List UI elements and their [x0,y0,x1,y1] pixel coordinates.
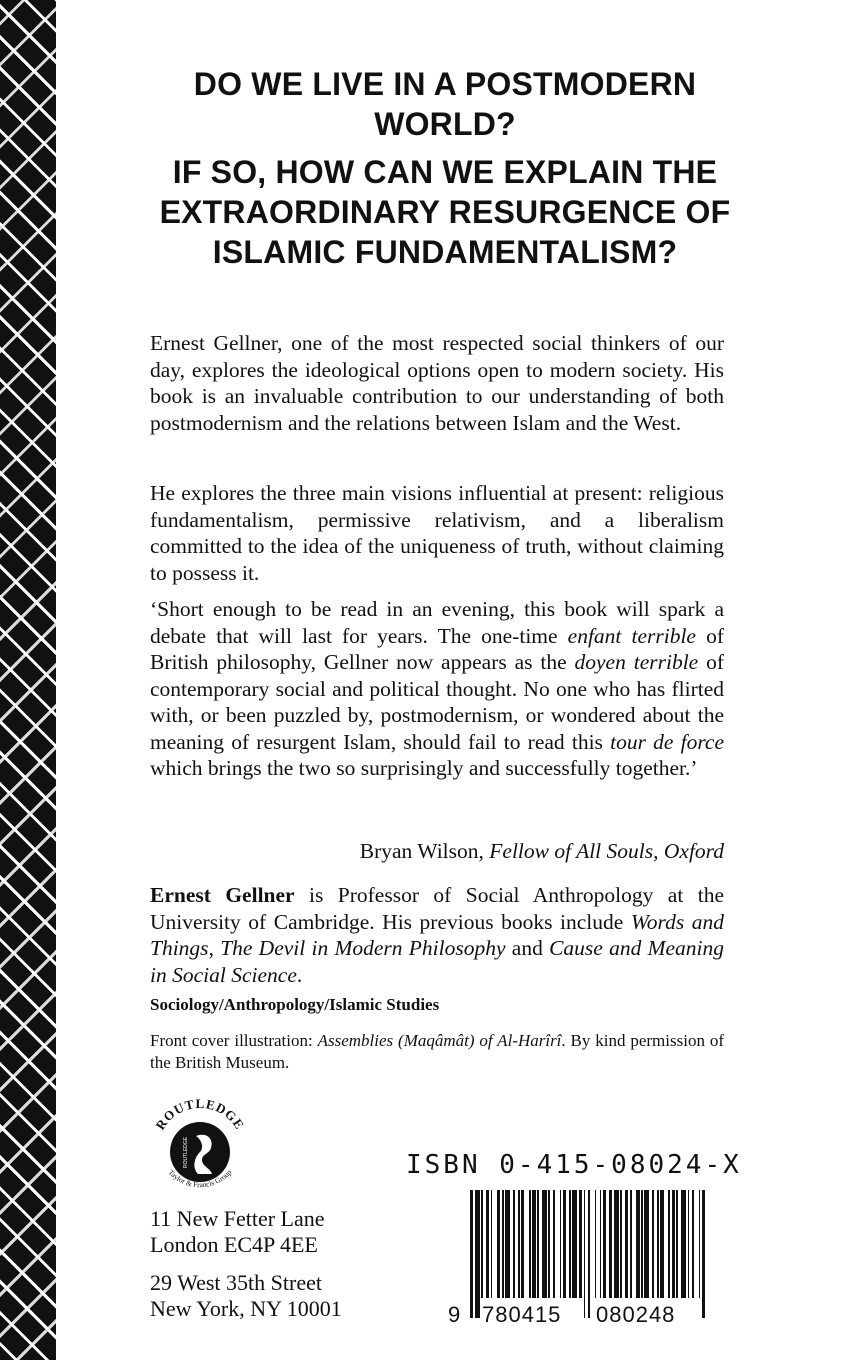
quote-attribution [150,838,724,865]
author-bio [150,882,724,988]
barcode-bar [563,1190,566,1298]
barcode-bar [532,1190,535,1298]
credit-text-1: Front cover illustration: [150,1031,318,1050]
barcode-bar [579,1190,582,1298]
barcode-bar [584,1190,586,1318]
barcode-bar [652,1190,654,1298]
quote-text-2: of British philosophy, Gellner now appears as the [150,623,724,674]
barcode-bar [688,1190,690,1298]
barcode [448,1190,710,1327]
barcode-bar [636,1190,639,1298]
book-title-3: Cause and Meaning in Social Science [150,936,725,987]
bio-text-2: , [208,936,221,960]
cover-credit [150,1030,724,1074]
logo-wordmark: ROUTLEDGE [152,1095,248,1133]
bio-text-4: . [296,962,303,987]
book-title-1: Words and Things [150,909,724,960]
barcode-bar [609,1190,612,1298]
barcode-bar [470,1190,473,1318]
quote-text-4: which brings the two so surprisingly and successfully together.’ [150,756,698,780]
barcode-bar [529,1190,531,1298]
barcode-bar [497,1190,500,1298]
barcode-bar [595,1190,597,1298]
barcode-bar [644,1190,649,1298]
barcode-bar [630,1190,632,1298]
barcode-bar [603,1190,606,1298]
barcode-bar [660,1190,663,1298]
barcode-bar [553,1190,555,1298]
review-quote [150,596,724,782]
quote-italic-1: enfant terrible [567,623,696,648]
barcode-bar [491,1190,493,1298]
barcode-bar [614,1190,619,1298]
barcode-bar [537,1190,539,1298]
barcode-bar [702,1190,705,1318]
quote-author: Bryan Wilson, [359,839,490,863]
spine-pattern-overlay [0,0,56,1360]
barcode-bar [588,1190,590,1318]
address-ny-line-2: New York, NY 10001 [150,1296,342,1321]
quote-text-3: of contemporary social and political thought. No one who has flirted with, or been puzzled by, postmodernism, or wondered about the meaning of resurgent Islam, should fail to read this [150,650,724,754]
barcode-left-digits: 780415 [482,1302,562,1327]
barcode-bar [548,1190,550,1298]
barcode-bar [668,1190,670,1298]
barcode-bar [505,1190,510,1298]
isbn-label: ISBN 0-415-08024-X [406,1150,742,1180]
barcode-bar [692,1190,694,1298]
address-new-york [150,1270,342,1322]
headline-question-1: DO WE LIVE IN A POSTMODERN WORLD? [193,66,697,142]
bio-text-3: and [505,936,550,960]
quote-italic-3: tour de force [610,729,725,754]
barcode-first-digit: 9 [448,1302,461,1327]
address-london-line-1: 11 New Fetter Lane [150,1206,325,1231]
barcode-bar [486,1190,489,1298]
barcode-bar [699,1190,701,1298]
barcode-bar [657,1190,659,1298]
barcode-bar [569,1190,571,1298]
logo-subtitle: Taylor & Francis Group [166,1167,234,1190]
credit-work-title: Assemblies (Maqâmât) of Al-Harîrî [317,1031,562,1050]
routledge-logo [140,1088,260,1208]
barcode-bar [481,1190,483,1298]
book-title-2: The Devil in Modern Philosophy [220,936,506,960]
barcode-bar [521,1190,524,1298]
barcode-bar [513,1190,515,1298]
barcode-bar [681,1190,686,1298]
address-ny-line-1: 29 West 35th Street [150,1270,322,1295]
barcode-bar [620,1190,622,1298]
barcode-bar [572,1190,577,1298]
bio-text-1: is Professor of Social Anthropology at the University of Cambridge. His previous books include [150,883,724,934]
blurb-paragraph-2: He explores the three main visions influential at present: religious fundamentalism, permissive relativism, and a liberalism committed to the idea of the uniqueness of truth, without claiming to possess it. [150,481,724,585]
quote-text-1: ‘Short enough to be read in an evening, this book will spark a debate that will last for years. The one-time [150,597,724,648]
subject-categories: Sociology/Anthropology/Islamic Studies [150,995,440,1014]
credit-text-2: . By kind permission of the British Museum. [150,1031,724,1072]
author-name: Ernest Gellner [150,883,295,907]
barcode-bar [560,1190,562,1298]
barcode-bar [502,1190,504,1298]
barcode-right-digits: 080248 [596,1302,676,1327]
barcode-bar [676,1190,678,1298]
logo-inner-text: ROUTLEDGE [183,1136,189,1168]
blurb-paragraph-1: Ernest Gellner, one of the most respected social thinkers of our day, explores the ideological options open to modern society. His book is an invaluable contribution to our understanding of both postmodernism and the relations between Islam and the West. [150,331,724,435]
headline-question-2: IF SO, HOW CAN WE EXPLAIN THE EXTRAORDINARY RESURGENCE OF ISLAMIC FUNDAMENTALISM? [159,154,731,270]
barcode-bar [518,1190,520,1298]
barcode-bar [641,1190,643,1298]
barcode-bar [600,1190,602,1298]
barcode-bar [625,1190,628,1298]
quote-italic-2: doyen terrible [574,650,699,674]
barcode-bar [542,1190,547,1298]
address-london [150,1206,325,1258]
barcode-bar [475,1190,480,1318]
address-london-line-2: London EC4P 4EE [150,1232,318,1257]
quote-author-title: Fellow of All Souls, Oxford [489,839,724,863]
barcode-bar [672,1190,675,1298]
